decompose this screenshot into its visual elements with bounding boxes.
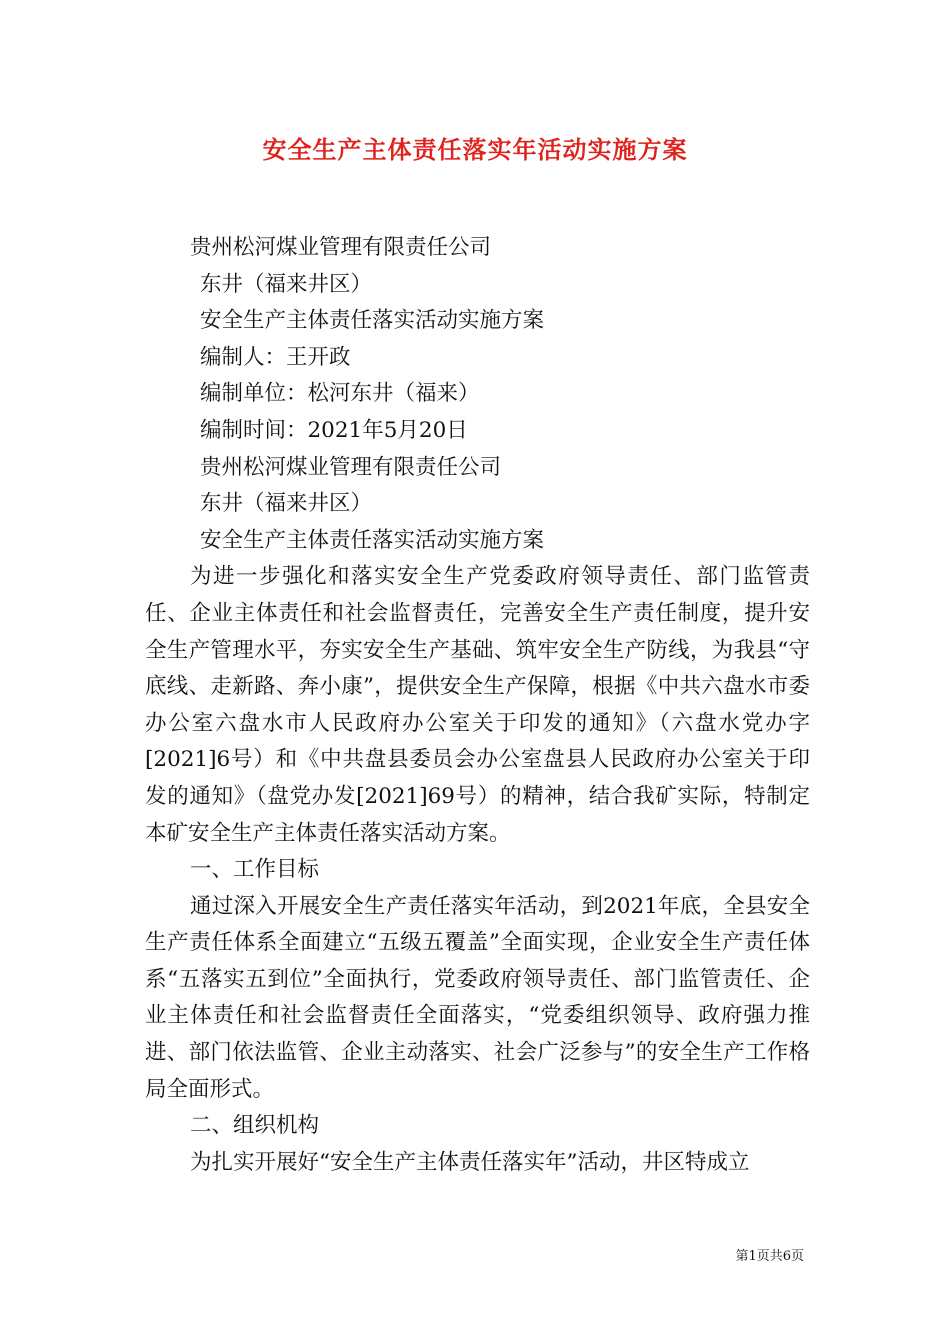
header-line-plan: 安全生产主体责任落实活动实施方案 xyxy=(200,308,545,334)
paragraph-organization: 为扎实开展好“安全生产主体责任落实年”活动，井区特成立 xyxy=(190,1149,750,1175)
header-line-company-2: 贵州松河煤业管理有限责任公司 xyxy=(200,454,502,480)
document-title: 安全生产主体责任落实年活动实施方案 xyxy=(262,135,688,164)
header-line-company: 贵州松河煤业管理有限责任公司 xyxy=(190,235,492,260)
section-heading-organization: 二、组织机构 xyxy=(190,1113,320,1139)
header-line-author: 编制人：王开政 xyxy=(200,344,351,370)
header-line-mine: 东井（福来井区） xyxy=(200,271,373,297)
section-heading-goals: 一、工作目标 xyxy=(190,857,320,883)
header-line-date: 编制时间：2021年5月20日 xyxy=(200,417,468,443)
paragraph-intro: 为进一步强化和落实安全生产党委政府领导责任、部门监管责任、企业主体责任和社会监督责任，完善安全生产责任制度，提升安全生产管理水平，夯实安全生产基础、筑牢安全生产防线，为我县“守底线、走新路、奔小康”，提供安全生产保障，根据《中共六盘水市委办公室六盘水市人民政府办公室关于印发的通知》（六盘水党办字[2021]6号）和《中共盘县委员会办公室盘县人民政府办公室关于印发的通知》（盘党办发[2021]69号）的精神，结合我矿实际，特制定本矿安全生产主体责任落实活动方案。 xyxy=(145,564,810,846)
page-number: 第1页共6页 xyxy=(735,1249,804,1264)
paragraph-goals: 通过深入开展安全生产责任落实年活动，到2021年底，全县安全生产责任体系全面建立“五级五覆盖”全面实现，企业安全生产责任体系“五落实五到位”全面执行，党委政府领导责任、部门监管责任、企业主体责任和社会监督责任全面落实，“党委组织领导、政府强力推进、部门依法监管、企业主动落实、社会广泛参与”的安全生产工作格局全面形式。 xyxy=(145,893,810,1102)
document-body xyxy=(145,230,810,1181)
header-line-unit: 编制单位：松河东井（福来） xyxy=(200,381,480,407)
header-line-plan-2: 安全生产主体责任落实活动实施方案 xyxy=(200,527,545,553)
header-line-mine-2: 东井（福来井区） xyxy=(200,491,373,517)
